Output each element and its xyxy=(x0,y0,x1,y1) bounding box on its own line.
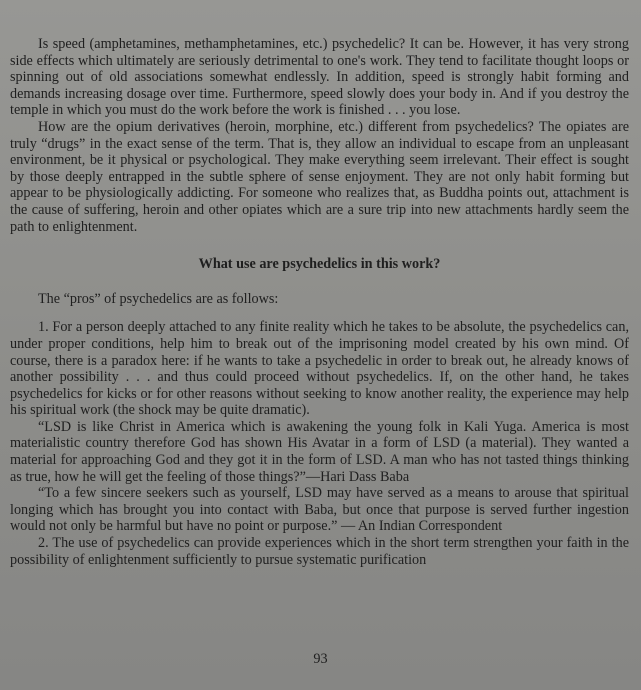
paragraph-point-1: 1. For a person deeply attached to any finite reality which he takes to be absolute, the psychedelics can, under proper conditions, help him to break out of the imprisoning model created by his own mind. Of course, there is a paradox here: if he wants to take a psychedelic in order to break out, he already knows of another possibility . . . and thus could proceed without psychedelics. If, on the other hand, he takes psychedelics for kicks or for other reasons without seeking to know another reality, the experience may help his spiritual work (the shock may be quite dramatic). xyxy=(10,319,629,419)
quote-hari-dass-baba: “LSD is like Christ in America which is awakening the young folk in Kali Yuga. America is most materialistic country therefore God has shown His Avatar in a form of LSD (a material). They wanted a material for approaching God and they got it in the form of LSD. A man who has not tasted things thinking as true, how he will get the feeling of those things?”—Hari Dass Baba xyxy=(10,418,629,485)
paragraph-speed: Is speed (amphetamines, methamphetamines, etc.) psychedelic? It can be. However, it has very strong side effects which ultimately are seriously detrimental to one's work. They tend to facilitate thought loops or spinning out of old associations somewhat endlessly. In addition, speed is strongly habit forming and demands increasing dosage over time. Furthermore, speed slowly does your body in. And if you destroy the temple in which you must do the work before the work is finished . . . you lose. xyxy=(10,36,629,119)
quote-indian-correspondent: “To a few sincere seekers such as yourself, LSD may have served as a means to arouse that spiritual longing which has brought you into contact with Baba, but once that purpose is served further ingestion would not only be harmful but have no point or purpose.” — An Indian Correspondent xyxy=(10,485,629,535)
paragraph-point-2: 2. The use of psychedelics can provide experiences which in the short term strengthen your faith in the possibility of enlightenment sufficiently to pursue systematic purification xyxy=(10,535,629,568)
section-heading: What use are psychedelics in this work? xyxy=(198,256,441,273)
paragraph-opium: How are the opium derivatives (heroin, morphine, etc.) different from psychedelics? The opiates are truly “drugs” in the exact sense of the term. That is, they allow an individual to escape from an unpleasant environment, be it physical or psychological. They make everything seem irrelevant. Their effect is sought by those deeply entrapped in the subtle sphere of sense enjoyment. They are not only habit forming but appear to be physiologically addicting. For someone who realizes that, as Buddha points out, attachment is the cause of suffering, heroin and other opiates which are a sure trip into new attachments hardly seem the path to enlightenment. xyxy=(10,118,629,235)
page-number: 93 xyxy=(313,651,328,667)
pros-intro: The “pros” of psychedelics are as follows: xyxy=(38,290,279,307)
